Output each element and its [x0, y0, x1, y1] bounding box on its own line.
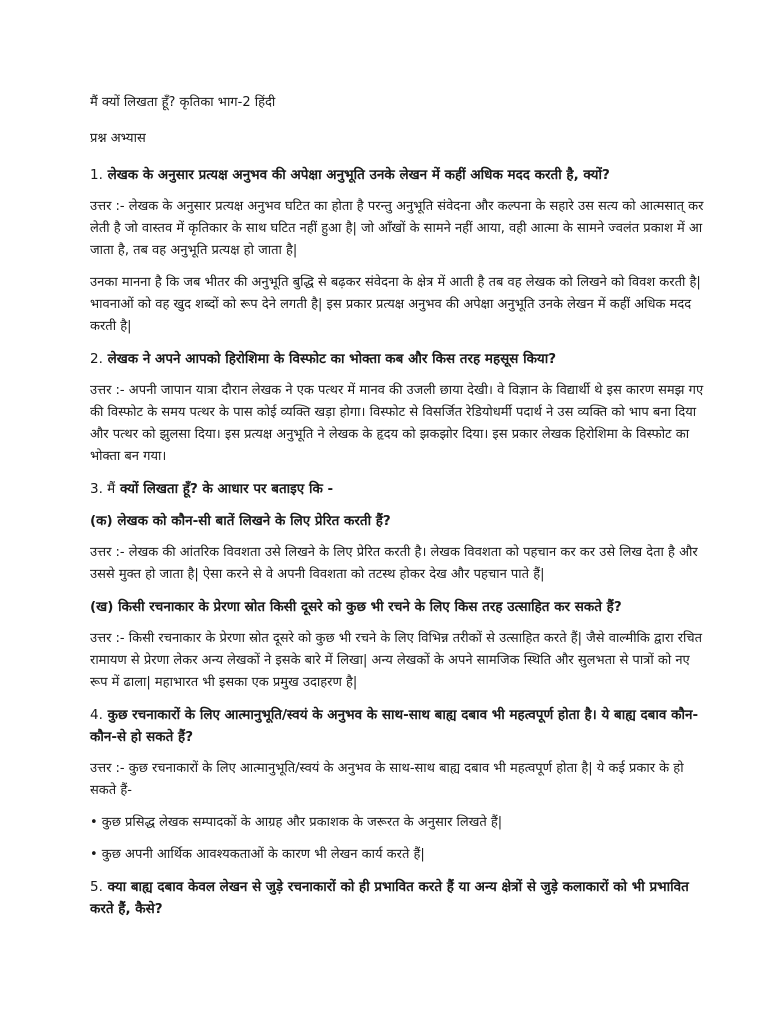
question-3 [90, 478, 708, 500]
answer-4-bullet-1: • कुछ प्रसिद्ध लेखक सम्पादकों के आग्रह और प्रकाशक के जरूरत के अनुसार लिखते हैं| [90, 815, 503, 830]
question-3-number: 3. मैं [90, 481, 116, 497]
answer-4: उत्तर :- कुछ रचनाकारों के लिए आत्मानुभूति/स्वयं के अनुभव के साथ-साथ बाह्य दबाव भी महत्वपूर्ण होता है| ये कई प्रकार के हो सकते हैं- [90, 761, 684, 798]
section-heading: प्रश्न अभ्यास [90, 131, 146, 146]
answer-2: उत्तर :- अपनी जापान यात्रा दौरान लेखक ने एक पत्थर में मानव की उजली छाया देखी। वे विज्ञान के विद्यार्थी थे इस कारण समझ गए की विस्फोट के समय पत्थर के पास कोई व्यक्ति खड़ा होगा। विस्फोट से विसर्जित रेडियोधर्मी पदार्थ ने उस व्यक्ति को भाप बना दिया और पत्थर को झुलसा दिया। इस प्रत्यक्ष अनुभूति ने लेखक के हृदय को झकझोर दिया। इस प्रकार लेखक हिरोशिमा के विस्फोट का भोक्ता बन गया। [90, 383, 704, 464]
question-5-text: क्या बाह्य दबाव केवल लेखन से जुड़े रचनाकारों को ही प्रभावित करते हैं या अन्य क्षेत्रों से जुड़े कलाकारों को भी प्रभावित करते हैं, कैसे? [90, 879, 689, 917]
question-5-number: 5. [90, 879, 103, 895]
answer-1-paragraph-1: उत्तर :- लेखक के अनुसार प्रत्यक्ष अनुभव घटित का होता है परन्तु अनुभूति संवेदना और कल्पना के सहारे उस सत्य को आत्मसात् कर लेती है जो वास्तव में कृतिकार के साथ घटित नहीं हुआ है| जो आँखों के सामने नहीं आया, वही आत्मा के सामने ज्वलंत प्रकाश में आ जाता है, तब वह अनुभूति प्रत्यक्ष हो जाता है| [90, 199, 704, 258]
answer-4-bullet-2: • कुछ अपनी आर्थिक आवश्यकताओं के कारण भी लेखन कार्य करते हैं| [90, 847, 425, 862]
question-4-text: कुछ रचनाकारों के लिए आत्मानुभूति/स्वयं के अनुभव के साथ-साथ बाह्य दबाव भी महत्वपूर्ण होता है। ये बाह्य दबाव कौन-कौन-से हो सकते हैं? [90, 707, 699, 745]
question-1-number: 1. [90, 167, 103, 183]
document-title: मैं क्यों लिखता हूँ? कृतिका भाग-2 हिंदी [90, 95, 276, 110]
question-3a: (क) लेखक को कौन-सी बातें लिखने के लिए प्रेरित करती हैं? [90, 513, 391, 529]
question-1-text: लेखक के अनुसार प्रत्यक्ष अनुभव की अपेक्षा अनुभूति उनके लेखन में कहीं अधिक मदद करती है, क्यों? [102, 167, 610, 183]
question-4 [90, 704, 708, 748]
question-2 [90, 348, 708, 370]
answer-3b: उत्तर :- किसी रचनाकार के प्रेरणा स्रोत दूसरे को कुछ भी रचने के लिए विभिन्न तरीकों से उत्साहित करते हैं| जैसे वाल्मीकि द्वारा रचित रामायण से प्रेरणा लेकर अन्य लेखकों ने इसके बारे में लिखा| अन्य लेखकों के अपने सामजिक स्थिति और सुलभता से पात्रों को नए रूप में ढाला| महाभारत भी इसका एक प्रमुख उदाहरण है| [90, 631, 703, 690]
question-2-text: लेखक ने अपने आपको हिरोशिमा के विस्फोट का भोक्ता कब और किस तरह महसूस किया? [102, 351, 557, 367]
answer-1-paragraph-2: उनका मानना है कि जब भीतर की अनुभूति बुद्धि से बढ़कर संवेदना के क्षेत्र में आती है तब वह लेखक को लिखने को विवश करती है| भावनाओं को वह खुद शब्दों को रूप देने लगती है| इस प्रकार प्रत्यक्ष अनुभव की अपेक्षा अनुभूति उनके लेखन में कहीं अधिक मदद करती है| [90, 275, 701, 334]
question-4-number: 4. [90, 707, 103, 723]
question-5 [90, 876, 708, 920]
answer-3a: उत्तर :- लेखक की आंतरिक विवशता उसे लिखने के लिए प्रेरित करती है। लेखक विवशता को पहचान कर कर उसे लिख देता है और उससे मुक्त हो जाता है| ऐसा करने से वे अपनी विवशता को तटस्थ होकर देख और पहचान पाते हैं| [90, 545, 698, 582]
question-3b: (ख) किसी रचनाकार के प्रेरणा स्रोत किसी दूसरे को कुछ भी रचने के लिए किस तरह उत्साहित कर सकते हैं? [90, 599, 622, 615]
question-1 [90, 164, 708, 186]
question-3-text: क्यों लिखता हूँ? के आधार पर बताइए कि - [115, 481, 334, 497]
question-2-number: 2. [90, 351, 103, 367]
